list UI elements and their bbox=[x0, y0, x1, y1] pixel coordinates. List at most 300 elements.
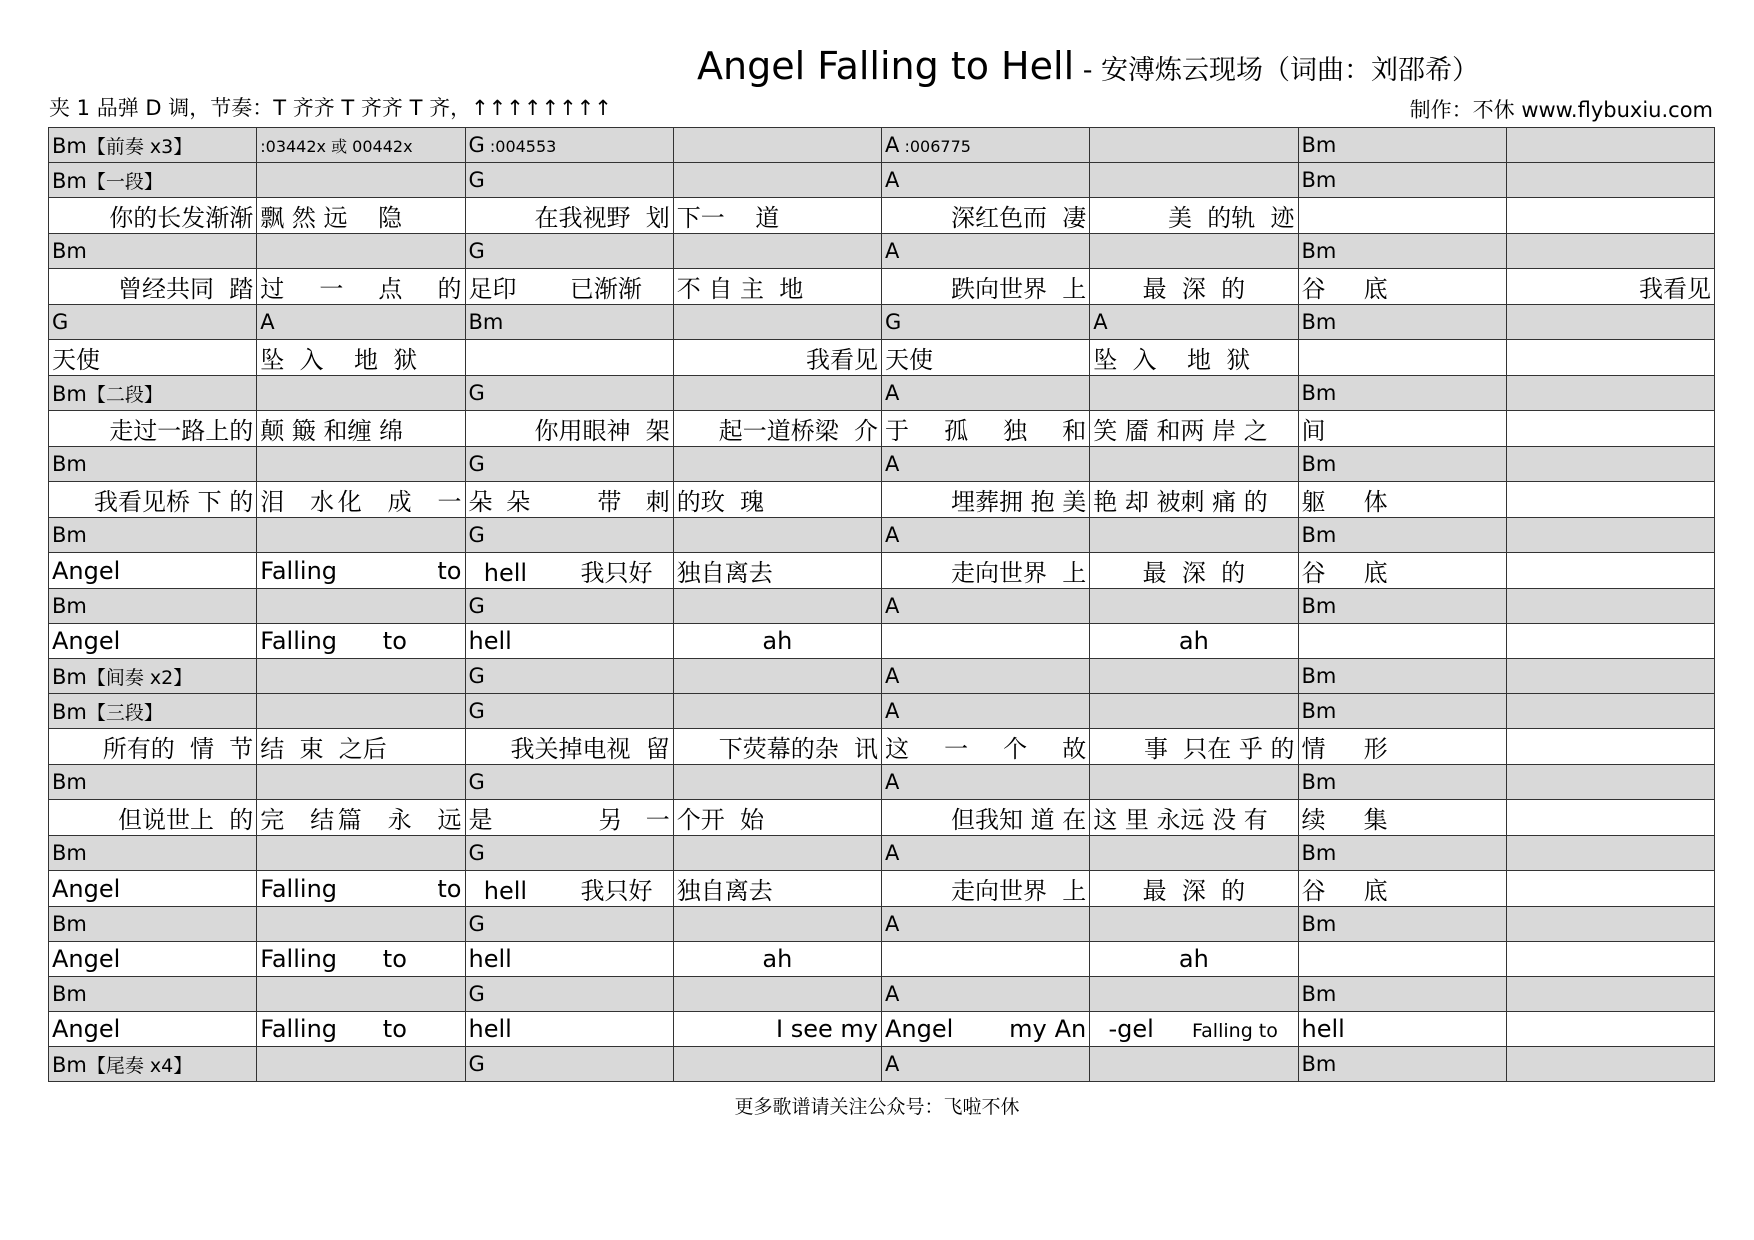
chord-cell bbox=[257, 376, 465, 411]
chord-name: Bm bbox=[1301, 523, 1337, 547]
chord-name: A bbox=[885, 239, 900, 263]
chord-name: Bm bbox=[52, 841, 87, 865]
chord-cell bbox=[49, 305, 257, 340]
chord-row bbox=[49, 977, 1715, 1012]
lyric-cell bbox=[882, 1012, 1090, 1047]
lyric-text: hell 我只好 bbox=[468, 559, 653, 587]
lyric-text: 于 孤 独 和 bbox=[885, 417, 1087, 445]
lyric-text: Angel bbox=[52, 556, 121, 585]
chord-name: A bbox=[885, 594, 900, 618]
capo-rhythm-note: 夹 1 品弹 D 调，节奏：T 齐齐 T 齐齐 T 齐，↑↑↑↑↑↑↑↑ bbox=[49, 96, 612, 120]
chord-cell bbox=[465, 1047, 673, 1082]
lyric-text: 过 一 点 的 bbox=[260, 275, 462, 303]
lyric-text: 朵 朵 带 刺 bbox=[468, 488, 670, 516]
lyric-cell bbox=[673, 942, 881, 977]
lyric-cell bbox=[465, 800, 673, 836]
chord-cell bbox=[49, 977, 257, 1012]
chord-cell bbox=[673, 765, 881, 800]
lyric-cell bbox=[257, 482, 465, 518]
lyric-cell bbox=[882, 482, 1090, 518]
lyric-cell bbox=[673, 1012, 881, 1047]
lyric-text: 艳 却 被刺 痛 的 bbox=[1093, 488, 1268, 516]
chord-cell bbox=[1506, 234, 1714, 269]
chord-name: A bbox=[885, 699, 900, 723]
lyric-cell bbox=[1506, 1012, 1714, 1047]
lyric-cell bbox=[49, 482, 257, 518]
chord-cell bbox=[257, 305, 465, 340]
chord-name: Bm bbox=[1301, 133, 1337, 157]
lyric-cell bbox=[257, 553, 465, 589]
chord-row bbox=[49, 589, 1715, 624]
lyric-cell bbox=[465, 553, 673, 589]
chord-name: G bbox=[52, 310, 69, 334]
chord-cell bbox=[882, 447, 1090, 482]
chord-name: G bbox=[468, 523, 485, 547]
chord-row bbox=[49, 765, 1715, 800]
chord-cell bbox=[673, 694, 881, 729]
chord-cell bbox=[1090, 128, 1298, 163]
chord-cell bbox=[882, 836, 1090, 871]
chord-cell bbox=[257, 589, 465, 624]
chord-name: Bm bbox=[1301, 912, 1337, 936]
chord-cell bbox=[1090, 977, 1298, 1012]
lyric-small-text: Falling to bbox=[1191, 1020, 1278, 1042]
chord-row bbox=[49, 694, 1715, 729]
lyric-cell bbox=[882, 871, 1090, 907]
chord-name: A bbox=[885, 168, 900, 192]
chord-cell bbox=[882, 518, 1090, 553]
lyric-cell bbox=[1506, 871, 1714, 907]
lyric-cell bbox=[882, 942, 1090, 977]
lyric-row bbox=[49, 482, 1715, 518]
lyric-text: 走向世界 上 bbox=[950, 877, 1087, 905]
lyric-text: 埋葬拥 抱 美 bbox=[950, 488, 1087, 516]
lyric-cell bbox=[1090, 729, 1298, 765]
chord-name: G bbox=[468, 452, 485, 476]
section-label: 【一段】 bbox=[86, 170, 163, 193]
lyric-text: Angel bbox=[52, 627, 121, 655]
lyric-text: -gel bbox=[1093, 1015, 1192, 1043]
chord-name: Bm bbox=[1301, 594, 1337, 618]
chord-name: Bm bbox=[1301, 841, 1337, 865]
chord-cell bbox=[1090, 518, 1298, 553]
chord-cell bbox=[1506, 977, 1714, 1012]
lyric-cell bbox=[257, 340, 465, 376]
chord-cell bbox=[673, 234, 881, 269]
lyric-cell bbox=[673, 729, 881, 765]
lyric-text: 独自离去 bbox=[676, 559, 773, 587]
lyric-cell bbox=[882, 340, 1090, 376]
lyric-text: 不 自 主 地 bbox=[676, 275, 804, 303]
lyric-cell bbox=[1090, 1012, 1298, 1047]
lyric-cell bbox=[1298, 198, 1506, 234]
lyric-cell bbox=[1506, 198, 1714, 234]
lyric-cell bbox=[673, 411, 881, 447]
lyric-cell bbox=[882, 198, 1090, 234]
chord-name: A bbox=[885, 523, 900, 547]
chord-cell bbox=[257, 518, 465, 553]
chord-cell bbox=[1298, 305, 1506, 340]
lyric-cell bbox=[882, 553, 1090, 589]
lyric-cell bbox=[49, 340, 257, 376]
lyric-text: 你的长发渐渐 bbox=[109, 204, 254, 232]
lyric-cell bbox=[1298, 800, 1506, 836]
chord-name: Bm bbox=[1301, 310, 1337, 334]
chord-cell bbox=[882, 234, 1090, 269]
song-title: Angel Falling to Hell bbox=[697, 44, 1075, 88]
lyric-text: 最 深 的 bbox=[1142, 559, 1246, 587]
chord-cell bbox=[465, 694, 673, 729]
chord-name: G bbox=[468, 770, 485, 794]
chord-fingering: :006775 bbox=[899, 137, 971, 156]
lyric-text: 最 深 的 bbox=[1142, 877, 1246, 905]
chord-cell bbox=[465, 376, 673, 411]
chord-cell bbox=[882, 907, 1090, 942]
lyric-row bbox=[49, 198, 1715, 234]
chord-cell bbox=[49, 765, 257, 800]
chord-cell bbox=[882, 163, 1090, 198]
chord-name: Bm bbox=[1301, 452, 1337, 476]
lyric-text: 我看见 bbox=[1639, 275, 1711, 303]
chord-name: G bbox=[468, 841, 485, 865]
lyric-cell bbox=[1090, 340, 1298, 376]
lyric-cell bbox=[1506, 340, 1714, 376]
chord-cell bbox=[673, 659, 881, 694]
chord-name: G bbox=[468, 1052, 485, 1076]
chord-cell bbox=[257, 447, 465, 482]
lyric-text: Angel bbox=[52, 945, 121, 973]
lyric-cell bbox=[1506, 482, 1714, 518]
chord-cell bbox=[465, 765, 673, 800]
chord-cell bbox=[1298, 128, 1506, 163]
chord-name: Bm bbox=[52, 168, 87, 193]
chord-cell bbox=[49, 128, 257, 163]
chord-cell bbox=[465, 128, 673, 163]
chord-cell bbox=[1298, 659, 1506, 694]
lyric-cell bbox=[49, 269, 257, 305]
lyric-cell bbox=[673, 871, 881, 907]
chord-cell bbox=[1298, 1047, 1506, 1082]
lyric-cell bbox=[49, 553, 257, 589]
chord-cell bbox=[465, 518, 673, 553]
lyric-row bbox=[49, 269, 1715, 305]
lyric-cell bbox=[1298, 411, 1506, 447]
chord-cell bbox=[465, 305, 673, 340]
chord-cell bbox=[1506, 376, 1714, 411]
chord-cell bbox=[1298, 694, 1506, 729]
lyric-cell bbox=[1506, 942, 1714, 977]
chord-cell bbox=[1090, 163, 1298, 198]
lyric-text: 飘 然 远 隐 bbox=[260, 204, 403, 232]
chord-name: Bm bbox=[1301, 982, 1337, 1006]
lyric-cell bbox=[257, 1012, 465, 1047]
chord-cell bbox=[49, 589, 257, 624]
chord-cell bbox=[673, 518, 881, 553]
lyric-cell bbox=[257, 729, 465, 765]
chord-cell bbox=[49, 907, 257, 942]
chord-name: G bbox=[885, 310, 902, 334]
chord-cell bbox=[257, 234, 465, 269]
chord-name: A bbox=[885, 664, 900, 688]
chord-cell bbox=[882, 589, 1090, 624]
lyric-cell bbox=[1090, 800, 1298, 836]
chord-name: A bbox=[885, 381, 900, 405]
chord-cell bbox=[49, 694, 257, 729]
chord-lyric-table bbox=[48, 127, 1715, 1082]
chord-cell bbox=[1506, 765, 1714, 800]
lyric-cell bbox=[49, 942, 257, 977]
lyric-text: 间 bbox=[1301, 417, 1326, 445]
chord-name: G bbox=[468, 133, 485, 157]
chord-cell bbox=[1506, 518, 1714, 553]
chord-name: G bbox=[468, 168, 485, 192]
chord-name: G bbox=[468, 664, 485, 688]
chord-cell bbox=[49, 234, 257, 269]
chord-cell bbox=[1090, 1047, 1298, 1082]
lyric-text: 我看见 bbox=[806, 346, 878, 374]
chord-cell bbox=[673, 305, 881, 340]
chord-name: A bbox=[885, 452, 900, 476]
chord-name: Bm bbox=[52, 699, 87, 724]
lyric-cell bbox=[882, 624, 1090, 659]
lyric-text: Falling to bbox=[260, 627, 407, 655]
lyric-cell bbox=[257, 871, 465, 907]
lyric-text: 走过一路上的 bbox=[109, 417, 254, 445]
chord-cell bbox=[465, 447, 673, 482]
lyric-cell bbox=[49, 1012, 257, 1047]
section-label: 【三段】 bbox=[86, 701, 163, 724]
chord-cell bbox=[1298, 163, 1506, 198]
chord-cell bbox=[257, 1047, 465, 1082]
chord-row bbox=[49, 163, 1715, 198]
song-title-line bbox=[697, 44, 1479, 88]
chord-cell bbox=[1090, 447, 1298, 482]
lyric-cell bbox=[1090, 624, 1298, 659]
chord-cell bbox=[882, 694, 1090, 729]
lyric-text: Angel bbox=[52, 1015, 121, 1043]
lyric-cell bbox=[673, 482, 881, 518]
lyric-cell bbox=[465, 198, 673, 234]
chord-name: Bm bbox=[52, 912, 87, 936]
lyric-cell bbox=[882, 729, 1090, 765]
lyric-text: 深红色而 凄 bbox=[950, 204, 1087, 232]
lyric-text: 天使 bbox=[52, 346, 100, 374]
chord-fingering: :004553 bbox=[484, 137, 557, 156]
lyric-text: 你用眼神 架 bbox=[534, 417, 670, 445]
lyric-cell bbox=[1298, 624, 1506, 659]
chord-row bbox=[49, 659, 1715, 694]
chord-cell bbox=[257, 128, 465, 163]
lyric-cell bbox=[673, 269, 881, 305]
lyric-cell bbox=[673, 340, 881, 376]
chord-cell bbox=[49, 659, 257, 694]
chord-name: Bm bbox=[52, 770, 87, 794]
chord-cell bbox=[1298, 765, 1506, 800]
chord-name: A bbox=[885, 912, 900, 936]
chord-name: G bbox=[468, 982, 485, 1006]
chord-row bbox=[49, 128, 1715, 163]
chord-cell bbox=[465, 163, 673, 198]
chord-cell bbox=[1506, 907, 1714, 942]
chord-name: A bbox=[885, 770, 900, 794]
lyric-cell bbox=[1506, 800, 1714, 836]
chord-cell bbox=[673, 1047, 881, 1082]
lyric-row bbox=[49, 411, 1715, 447]
lyric-cell bbox=[465, 411, 673, 447]
chord-name: Bm bbox=[1301, 770, 1337, 794]
lyric-cell bbox=[1090, 269, 1298, 305]
chord-cell bbox=[1298, 376, 1506, 411]
chord-cell bbox=[465, 659, 673, 694]
lyric-text: 坠 入 地 狱 bbox=[260, 346, 418, 374]
lyric-text: Falling to bbox=[260, 945, 407, 973]
lyric-text: Angel my An bbox=[885, 1015, 1087, 1043]
chord-cell bbox=[257, 163, 465, 198]
chord-cell bbox=[1090, 234, 1298, 269]
chord-row bbox=[49, 518, 1715, 553]
chord-cell bbox=[673, 907, 881, 942]
lyric-row bbox=[49, 340, 1715, 376]
lyric-cell bbox=[1298, 871, 1506, 907]
lyric-cell bbox=[882, 269, 1090, 305]
chord-cell bbox=[1090, 376, 1298, 411]
chord-cell bbox=[1090, 694, 1298, 729]
section-label: 【间奏 x2】 bbox=[86, 666, 193, 689]
lyric-text: ah bbox=[1178, 627, 1209, 655]
lyric-text: 足印 已渐渐 bbox=[468, 275, 642, 303]
lyric-cell bbox=[49, 729, 257, 765]
chord-cell bbox=[673, 163, 881, 198]
lyric-text: 但说世上 的 bbox=[117, 806, 254, 834]
chord-name: A bbox=[885, 133, 900, 157]
chord-cell bbox=[1298, 836, 1506, 871]
chord-row bbox=[49, 447, 1715, 482]
chord-cell bbox=[1506, 447, 1714, 482]
lyric-row bbox=[49, 624, 1715, 659]
chord-cell bbox=[1506, 659, 1714, 694]
chord-cell bbox=[257, 907, 465, 942]
chord-cell bbox=[673, 128, 881, 163]
chord-name: G bbox=[468, 381, 485, 405]
lyric-text: 谷 底 bbox=[1301, 275, 1388, 303]
lyric-cell bbox=[465, 729, 673, 765]
lyric-text: 我关掉电视 留 bbox=[510, 735, 670, 763]
lyric-cell bbox=[1506, 269, 1714, 305]
chord-cell bbox=[49, 836, 257, 871]
chord-name: Bm bbox=[1301, 381, 1337, 405]
lyric-cell bbox=[1298, 482, 1506, 518]
section-label: 【尾奏 x4】 bbox=[86, 1054, 193, 1077]
lyric-text: 独自离去 bbox=[676, 877, 773, 905]
lyric-text: 最 深 的 bbox=[1142, 275, 1246, 303]
lyric-cell bbox=[1506, 624, 1714, 659]
lyric-cell bbox=[1090, 482, 1298, 518]
lyric-text: ah bbox=[1178, 945, 1209, 973]
lyric-cell bbox=[1090, 198, 1298, 234]
chord-cell bbox=[882, 1047, 1090, 1082]
lyric-text: 颠 簸 和缠 绵 bbox=[260, 417, 404, 445]
lyric-cell bbox=[1298, 942, 1506, 977]
lyric-text: Falling to bbox=[260, 556, 462, 585]
lyric-text: 这 一 个 故 bbox=[885, 735, 1087, 763]
lyric-cell bbox=[257, 269, 465, 305]
chord-name: A bbox=[1093, 310, 1108, 334]
chord-cell bbox=[465, 836, 673, 871]
chord-cell bbox=[465, 907, 673, 942]
lyric-text: 笑 靥 和两 岸 之 bbox=[1093, 417, 1268, 445]
chord-name: G bbox=[468, 239, 485, 263]
lyric-cell bbox=[257, 624, 465, 659]
lyric-cell bbox=[257, 800, 465, 836]
chord-name: Bm bbox=[52, 982, 87, 1006]
lyric-text: Angel bbox=[52, 874, 121, 903]
lyric-cell bbox=[1506, 411, 1714, 447]
chord-name: Bm bbox=[52, 381, 87, 406]
lyric-cell bbox=[1298, 553, 1506, 589]
song-subtitle: - 安溥炼云现场（词曲：刘邵希） bbox=[1074, 55, 1480, 86]
chord-cell bbox=[1090, 907, 1298, 942]
lyric-row bbox=[49, 1012, 1715, 1047]
chord-cell bbox=[49, 447, 257, 482]
chord-cell bbox=[257, 765, 465, 800]
lyric-cell bbox=[465, 482, 673, 518]
chord-cell bbox=[1506, 128, 1714, 163]
lyric-text: 续 集 bbox=[1301, 806, 1388, 834]
lyric-cell bbox=[465, 942, 673, 977]
lyric-row bbox=[49, 871, 1715, 907]
chord-cell bbox=[49, 1047, 257, 1082]
lyric-text: ah bbox=[762, 627, 793, 655]
lyric-cell bbox=[257, 942, 465, 977]
chord-cell bbox=[257, 836, 465, 871]
lyric-text: 个开 始 bbox=[676, 806, 765, 834]
chord-cell bbox=[882, 376, 1090, 411]
lyric-text: I see my bbox=[776, 1015, 878, 1043]
chord-cell bbox=[882, 765, 1090, 800]
lyric-text: 所有的 情 节 bbox=[102, 735, 254, 763]
lyric-text: 谷 底 bbox=[1301, 877, 1388, 905]
chord-cell bbox=[1506, 589, 1714, 624]
chord-cell bbox=[49, 376, 257, 411]
chord-cell bbox=[465, 234, 673, 269]
lyric-text: hell bbox=[468, 1015, 512, 1043]
chord-name: Bm bbox=[52, 664, 87, 689]
chord-row bbox=[49, 305, 1715, 340]
chord-cell bbox=[257, 694, 465, 729]
lyric-row bbox=[49, 729, 1715, 765]
lyric-text: 但我知 道 在 bbox=[950, 806, 1087, 834]
lyric-cell bbox=[465, 624, 673, 659]
chord-cell bbox=[882, 128, 1090, 163]
lyric-text: 坠 入 地 狱 bbox=[1093, 346, 1251, 374]
chord-name: Bm bbox=[1301, 239, 1337, 263]
chord-row bbox=[49, 376, 1715, 411]
lyric-cell bbox=[673, 553, 881, 589]
lyric-text: hell bbox=[1301, 1015, 1345, 1043]
lyric-cell bbox=[882, 800, 1090, 836]
lyric-row bbox=[49, 942, 1715, 977]
lyric-text: Falling to bbox=[260, 874, 462, 903]
chord-name: Bm bbox=[1301, 1052, 1337, 1076]
lyric-text: 躯 体 bbox=[1301, 488, 1388, 516]
chord-name: Bm bbox=[52, 239, 87, 263]
chord-cell bbox=[673, 977, 881, 1012]
chord-cell bbox=[1298, 518, 1506, 553]
chord-cell bbox=[1090, 305, 1298, 340]
lyric-text: ah bbox=[762, 945, 793, 973]
chord-name: A bbox=[260, 310, 275, 334]
lyric-row bbox=[49, 800, 1715, 836]
